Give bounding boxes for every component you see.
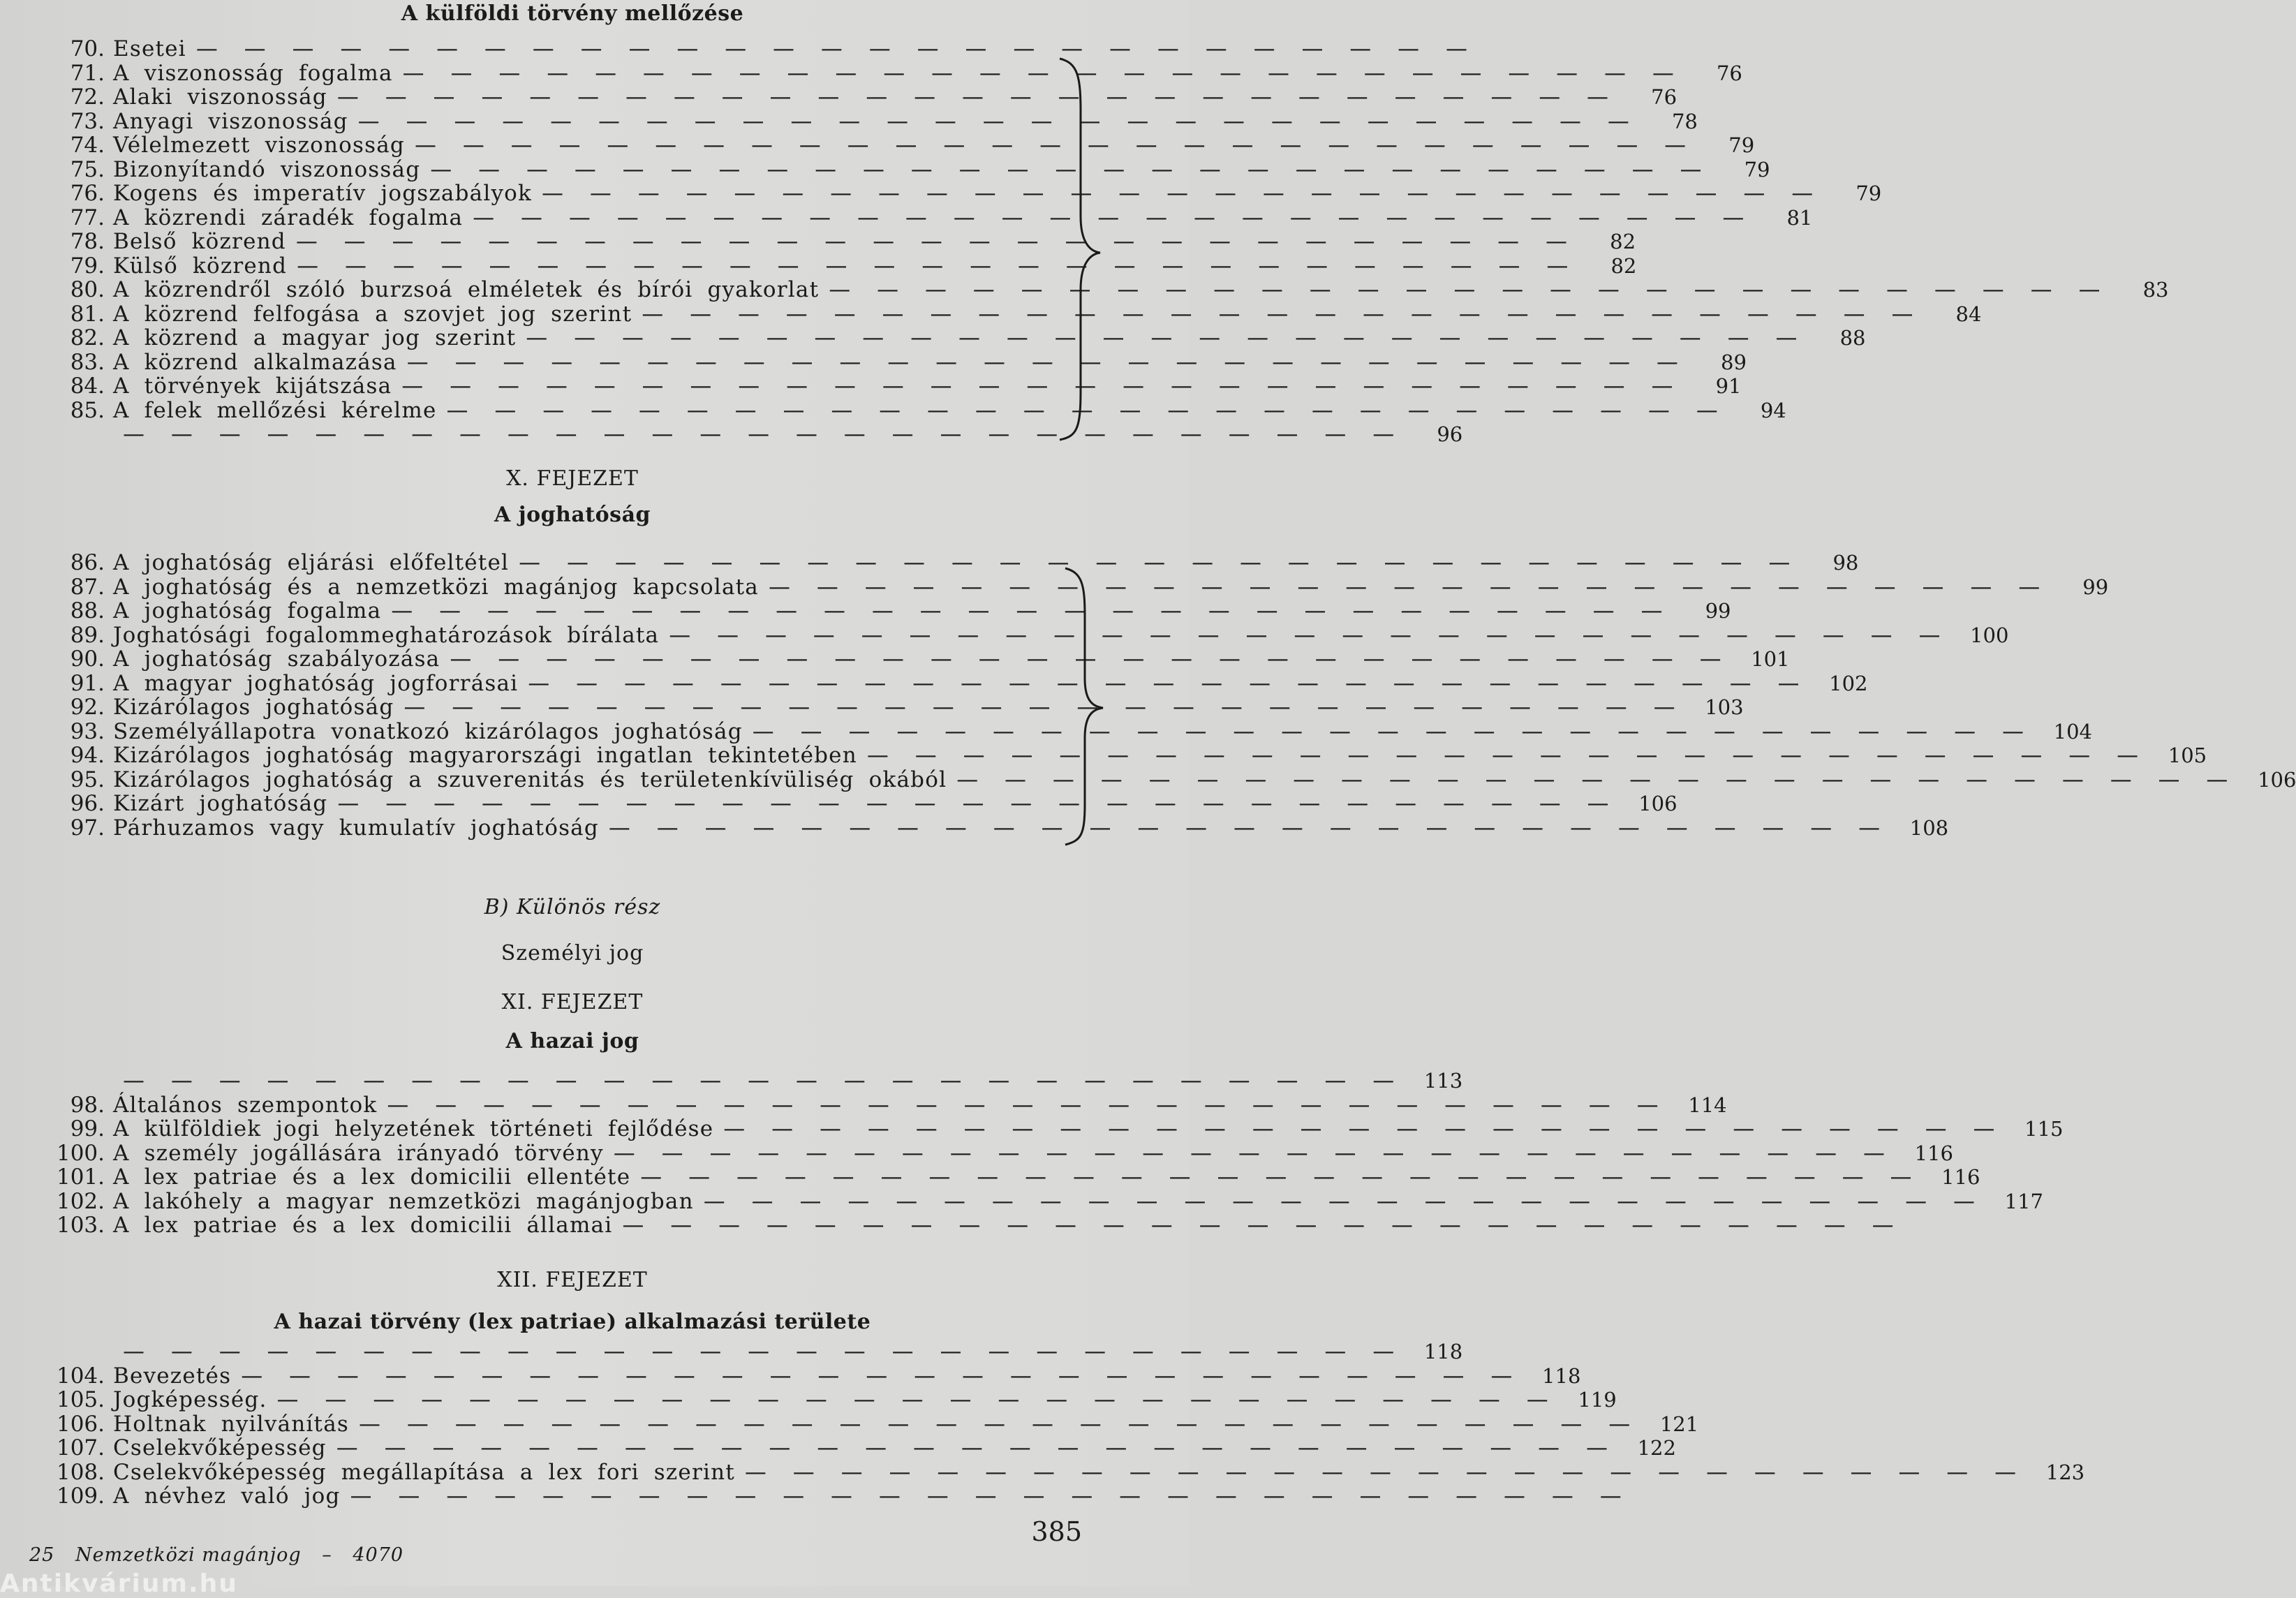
toc-entry-title: A viszonosság fogalma — [113, 60, 393, 86]
right-brace-1 — [1054, 56, 1110, 440]
toc-row — [35, 1339, 1463, 1364]
toc-row — [35, 1484, 1631, 1509]
footer-code: 4070 — [353, 1544, 404, 1566]
toc-entry-page: 101 — [1751, 647, 1790, 671]
toc-entry-number: 94. — [70, 743, 105, 768]
toc-entry-number: 72. — [70, 84, 105, 110]
toc-entry-page: 84 — [1955, 302, 1982, 326]
toc-entry-number: 104. — [56, 1363, 105, 1389]
toc-entry-number: 83. — [70, 349, 105, 375]
toc-row — [35, 108, 1698, 134]
toc-row — [35, 550, 1859, 575]
toc-row — [35, 36, 1478, 61]
toc-row — [35, 1116, 2064, 1141]
dash-leader: — — — — — — — — — — — — — — — — — — — — — — — — — — — — [866, 743, 2149, 768]
part-b-label: B) Különös rész — [484, 895, 661, 919]
toc-entry-number: 101. — [56, 1164, 105, 1190]
toc-entry-page: 117 — [2004, 1189, 2043, 1213]
dash-leader: — — — — — — — — — — — — — — — — — — — — — — — — — — — — [357, 108, 1639, 134]
toc-entry-title: A külföldiek jogi helyzetének történeti fejlődése — [113, 1116, 714, 1141]
toc-entry-title: Külső közrend — [113, 253, 288, 279]
dash-leader: — — — — — — — — — — — — — — — — — — — — — — — — — — — — [359, 1411, 1640, 1437]
toc-entry-title: A magyar joghatóság jogforrásai — [113, 670, 519, 696]
toc-chapter-10 — [35, 550, 2296, 841]
toc-row — [35, 767, 2296, 792]
toc-entry-page: 119 — [1578, 1388, 1617, 1412]
toc-entry-title: Kizárólagos joghatóság a szuverenitás és területenkívüliség okából — [113, 767, 947, 792]
dash-leader: — — — — — — — — — — — — — — — — — — — — — — — — — — — — [406, 349, 1688, 375]
dash-leader: — — — — — — — — — — — — — — — — — — — — — — — — — — — — [723, 1116, 2005, 1141]
toc-row — [35, 1411, 1699, 1437]
toc-row — [35, 349, 1747, 375]
toc-entry-page: 78 — [1671, 109, 1698, 133]
toc-entry-page: 81 — [1786, 205, 1813, 230]
toc-row — [35, 598, 1731, 623]
dash-leader: — — — — — — — — — — — — — — — — — — — — — — — — — — — — [613, 1140, 1895, 1166]
toc-row — [35, 718, 2092, 744]
toc-row — [35, 1213, 1904, 1238]
toc-entry-number: 107. — [56, 1435, 105, 1460]
toc-row — [35, 743, 2207, 768]
toc-entry-title: Kizárólagos joghatóság magyarországi ingatlan tekintetében — [113, 743, 857, 768]
toc-entry-page: 114 — [1688, 1093, 1727, 1117]
dash-leader: — — — — — — — — — — — — — — — — — — — — — — — — — — — — [336, 84, 1619, 110]
toc-entry-page: 116 — [1941, 1165, 1980, 1189]
chapter-12-label: XII. FEJEZET — [497, 1268, 648, 1292]
toc-entry-title: Esetei — [113, 36, 186, 61]
toc-entry-number: 98. — [70, 1092, 105, 1118]
toc-entry-number: 81. — [70, 301, 105, 327]
toc-row — [35, 695, 1744, 720]
dash-leader: — — — — — — — — — — — — — — — — — — — — — — — — — — — — [123, 1068, 1405, 1093]
toc-entry-page: 83 — [2142, 278, 2169, 302]
dash-leader: — — — — — — — — — — — — — — — — — — — — — — — — — — — — [752, 718, 2034, 744]
toc-entry-title: A törvények kijátszása — [113, 373, 392, 399]
section-title-foreign-law-exclusion: A külföldi törvény mellőzése — [401, 1, 744, 26]
toc-chapter-12 — [35, 1339, 2085, 1509]
toc-entry-number: 90. — [70, 646, 105, 672]
toc-entry-title: A lex patriae és a lex domicilii államai — [113, 1213, 613, 1238]
toc-entry-title: A joghatóság fogalma — [113, 598, 382, 623]
toc-row — [35, 1363, 1581, 1389]
toc-entry-title: Jogképesség. — [113, 1387, 267, 1412]
toc-row — [35, 181, 1882, 206]
dash-leader: — — — — — — — — — — — — — — — — — — — — — — — — — — — — [450, 646, 1731, 672]
dash-leader: — — — — — — — — — — — — — — — — — — — — — — — — — — — — [430, 156, 1712, 182]
toc-row — [35, 422, 1463, 447]
dash-leader: — — — — — — — — — — — — — — — — — — — — — — — — — — — — [542, 181, 1823, 206]
toc-entry-page: 116 — [1914, 1141, 1953, 1165]
toc-entry-number: 97. — [70, 815, 105, 841]
toc-row — [35, 253, 1637, 279]
toc-row — [35, 646, 1790, 672]
toc-entry-page: 121 — [1659, 1412, 1699, 1436]
toc-entry-number: 78. — [70, 229, 105, 254]
dash-leader: — — — — — — — — — — — — — — — — — — — — — — — — — — — — [414, 133, 1696, 158]
toc-entry-page: 76 — [1651, 85, 1677, 109]
dash-leader: — — — — — — — — — — — — — — — — — — — — — — — — — — — — [123, 1339, 1405, 1364]
toc-row — [35, 622, 2009, 648]
toc-entry-page: 79 — [1744, 157, 1770, 182]
toc-entry-number: 102. — [56, 1188, 105, 1214]
toc-row — [35, 84, 1677, 110]
footer-signature-line — [29, 1544, 417, 1566]
dash-leader: — — — — — — — — — — — — — — — — — — — — — — — — — — — — [403, 695, 1685, 720]
toc-entry-number: 77. — [70, 205, 105, 230]
toc-entry-page: 108 — [1909, 815, 1949, 840]
toc-entry-title: Cselekvőképesség — [113, 1435, 327, 1460]
toc-entry-number: 108. — [56, 1459, 105, 1485]
toc-entry-page: 94 — [1760, 398, 1786, 422]
chapter-12-title: A hazai törvény (lex patriae) alkalmazási területe — [274, 1310, 871, 1334]
toc-entry-number: 82. — [70, 325, 105, 350]
toc-entry-number: 109. — [56, 1484, 105, 1509]
chapter-11-title: A hazai jog — [505, 1029, 639, 1053]
toc-entry-page: 118 — [1542, 1363, 1581, 1388]
toc-entry-page: 102 — [1829, 671, 1868, 695]
toc-entry-page: 123 — [2045, 1460, 2085, 1484]
toc-entry-number: 96. — [70, 791, 105, 816]
dash-leader: — — — — — — — — — — — — — — — — — — — — — — — — — — — — [640, 1164, 1922, 1190]
toc-entry-title: Általános szempontok — [113, 1092, 378, 1118]
toc-entry-title: Joghatósági fogalommeghatározások bírálata — [113, 622, 660, 648]
toc-entry-title: Kogens és imperatív jogszabályok — [113, 181, 533, 206]
toc-entry-title: A közrend felfogása a szovjet jog szerint — [113, 301, 632, 327]
footer-signature: 25 — [29, 1544, 55, 1566]
toc-row — [35, 397, 1786, 423]
dash-leader: — — — — — — — — — — — — — — — — — — — — — — — — — — — — [337, 791, 1619, 816]
toc-entry-page: 98 — [1832, 551, 1859, 575]
toc-entry-page: 106 — [1638, 792, 1677, 815]
part-b-subtitle: Személyi jog — [501, 941, 644, 966]
toc-entry-title: Anyagi viszonosság — [113, 108, 348, 134]
toc-entry-page: 122 — [1637, 1436, 1676, 1460]
dash-leader: — — — — — — — — — — — — — — — — — — — — — — — — — — — — [744, 1459, 2027, 1485]
chapter-10-title: A joghatóság — [494, 503, 651, 527]
toc-entry-number: 88. — [70, 598, 105, 623]
toc-entry-title: A közrend a magyar jog szerint — [113, 325, 517, 350]
toc-entry-number: 75. — [70, 156, 105, 182]
toc-entry-number: 100. — [56, 1140, 105, 1166]
dash-leader: — — — — — — — — — — — — — — — — — — — — — — — — — — — — [473, 205, 1754, 230]
toc-entry-number: 80. — [70, 277, 105, 302]
toc-row — [35, 1164, 1980, 1190]
dash-leader: — — — — — — — — — — — — — — — — — — — — — — — — — — — — [297, 253, 1578, 279]
toc-entry-title: A közrend alkalmazása — [113, 349, 397, 375]
toc-entry-title: A felek mellőzési kérelme — [113, 397, 437, 423]
watermark: Antikvárium.hu — [0, 1569, 238, 1598]
dash-leader: — — — — — — — — — — — — — — — — — — — — — — — — — — — — [446, 397, 1728, 423]
toc-entry-title: A lakóhely a magyar nemzetközi magánjogban — [113, 1188, 694, 1214]
toc-entry-page: 79 — [1728, 133, 1755, 157]
toc-entry-page: 99 — [1705, 599, 1731, 623]
dash-leader: — — — — — — — — — — — — — — — — — — — — — — — — — — — — [519, 550, 1800, 575]
dash-leader: — — — — — — — — — — — — — — — — — — — — — — — — — — — — [336, 1435, 1617, 1460]
toc-entry-title: A közrendi záradék fogalma — [113, 205, 464, 230]
toc-entry-number: 105. — [56, 1387, 105, 1412]
toc-entry-number: 76. — [70, 181, 105, 206]
toc-entry-number: 74. — [70, 133, 105, 158]
dash-leader: — — — — — — — — — — — — — — — — — — — — — — — — — — — — [391, 598, 1673, 623]
toc-section-1 — [35, 36, 2169, 447]
toc-entry-page: 100 — [1970, 623, 2009, 647]
toc-row — [35, 205, 1813, 230]
toc-entry-page: 104 — [2053, 719, 2092, 743]
dash-leader: — — — — — — — — — — — — — — — — — — — — — — — — — — — — [387, 1092, 1668, 1118]
toc-entry-title: Holtnak nyilvánítás — [113, 1411, 349, 1437]
dash-leader: — — — — — — — — — — — — — — — — — — — — — — — — — — — — [768, 574, 2050, 600]
toc-entry-page: 103 — [1705, 695, 1744, 719]
toc-entry-title: A joghatóság és a nemzetközi magánjog kapcsolata — [113, 574, 759, 600]
dash-leader: — — — — — — — — — — — — — — — — — — — — — — — — — — — — [123, 422, 1405, 447]
toc-entry-page: 76 — [1716, 61, 1742, 85]
toc-entry-number: 99. — [70, 1116, 105, 1141]
toc-chapter-11 — [35, 1068, 2064, 1238]
toc-entry-number: 95. — [70, 767, 105, 792]
toc-row — [35, 60, 1742, 86]
toc-entry-number: 73. — [70, 108, 105, 134]
dash-leader: — — — — — — — — — — — — — — — — — — — — — — — — — — — — [295, 229, 1578, 254]
toc-entry-number: 103. — [56, 1213, 105, 1238]
toc-row — [35, 815, 1949, 841]
toc-entry-number: 87. — [70, 574, 105, 600]
toc-entry-title: Bizonyítandó viszonosság — [113, 156, 421, 182]
toc-entry-page: 88 — [1839, 326, 1866, 350]
dash-leader: — — — — — — — — — — — — — — — — — — — — — — — — — — — — [195, 36, 1478, 61]
toc-entry-number: 71. — [70, 60, 105, 86]
dash-leader: — — — — — — — — — — — — — — — — — — — — — — — — — — — — [401, 373, 1683, 399]
toc-entry-page: 115 — [2024, 1117, 2064, 1141]
toc-entry-number: 85. — [70, 397, 105, 423]
toc-entry-page: 91 — [1715, 374, 1742, 398]
toc-entry-number: 106. — [56, 1411, 105, 1437]
dash-leader: — — — — — — — — — — — — — — — — — — — — — — — — — — — — [528, 670, 1809, 696]
toc-entry-title: A személy jogállására irányadó törvény — [113, 1140, 604, 1166]
dash-leader: — — — — — — — — — — — — — — — — — — — — — — — — — — — — [350, 1484, 1631, 1509]
dash-leader: — — — — — — — — — — — — — — — — — — — — — — — — — — — — [622, 1213, 1904, 1238]
toc-row — [35, 670, 1868, 696]
toc-entry-page: 106 — [2258, 767, 2296, 792]
toc-row — [35, 133, 1755, 158]
toc-entry-title: A közrendről szóló burzsoá elméletek és bírói gyakorlat — [113, 277, 820, 302]
toc-row — [35, 1435, 1676, 1460]
dash-leader: — — — — — — — — — — — — — — — — — — — — — — — — — — — — [526, 325, 1807, 350]
dash-leader: — — — — — — — — — — — — — — — — — — — — — — — — — — — — [956, 767, 2238, 792]
toc-entry-page: 118 — [1423, 1340, 1463, 1363]
toc-entry-title: Kizárt joghatóság — [113, 791, 328, 816]
toc-row — [35, 277, 2169, 302]
toc-entry-page: 113 — [1423, 1069, 1463, 1093]
dash-leader: — — — — — — — — — — — — — — — — — — — — — — — — — — — — [642, 301, 1923, 327]
dash-leader: — — — — — — — — — — — — — — — — — — — — — — — — — — — — [669, 622, 1950, 648]
toc-entry-number: 89. — [70, 622, 105, 648]
toc-row — [35, 156, 1770, 182]
toc-row — [35, 229, 1636, 254]
toc-entry-title: Kizárólagos joghatóság — [113, 695, 394, 720]
toc-entry-number: 86. — [70, 550, 105, 575]
toc-entry-page: 79 — [1856, 182, 1882, 205]
toc-entry-page: 82 — [1610, 253, 1637, 278]
toc-entry-page: 99 — [2082, 575, 2109, 599]
toc-entry-number: 92. — [70, 695, 105, 720]
toc-entry-page: 89 — [1721, 350, 1747, 374]
toc-row — [35, 1140, 1953, 1166]
toc-entry-title: Alaki viszonosság — [113, 84, 327, 110]
toc-row — [35, 1068, 1463, 1093]
toc-entry-number: 93. — [70, 718, 105, 744]
chapter-11-label: XI. FEJEZET — [501, 990, 644, 1014]
toc-entry-title: A lex patriae és a lex domicilii ellentéte — [113, 1164, 631, 1190]
toc-entry-title: A joghatóság szabályozása — [113, 646, 440, 672]
toc-entry-number: 91. — [70, 670, 105, 696]
dash-leader: — — — — — — — — — — — — — — — — — — — — — — — — — — — — [703, 1188, 1985, 1214]
toc-entry-page: 82 — [1610, 230, 1636, 253]
right-brace-2 — [1061, 567, 1117, 846]
toc-row — [35, 574, 2109, 600]
toc-row — [35, 1459, 2085, 1485]
footer-book-title: Nemzetközi magánjog — [75, 1544, 302, 1566]
toc-entry-title: Párhuzamos vagy kumulatív joghatóság — [113, 815, 599, 841]
toc-row — [35, 1387, 1617, 1412]
toc-entry-title: A névhez való jog — [113, 1484, 341, 1509]
toc-entry-title: Cselekvőképesség megállapítása a lex fori szerint — [113, 1459, 735, 1485]
toc-entry-page: 105 — [2168, 743, 2207, 767]
toc-entry-title: Személyállapotra vonatkozó kizárólagos joghatóság — [113, 718, 743, 744]
toc-entry-number: 84. — [70, 373, 105, 399]
dash-leader: — — — — — — — — — — — — — — — — — — — — — — — — — — — — [276, 1387, 1558, 1412]
toc-row — [35, 791, 1677, 816]
toc-entry-title: A joghatóság eljárási előfeltétel — [113, 550, 510, 575]
toc-entry-page: 96 — [1437, 422, 1463, 446]
toc-entry-title: Belső közrend — [113, 229, 286, 254]
toc-row — [35, 325, 1866, 350]
toc-row — [35, 1092, 1727, 1118]
page-number: 385 — [1031, 1516, 1082, 1547]
toc-row — [35, 373, 1742, 399]
toc-row — [35, 1188, 2043, 1214]
chapter-10-label: X. FEJEZET — [506, 466, 639, 491]
dash-leader: — — — — — — — — — — — — — — — — — — — — — — — — — — — — [829, 277, 2110, 302]
toc-entry-number: 79. — [70, 253, 105, 279]
dash-leader: — — — — — — — — — — — — — — — — — — — — — — — — — — — — [241, 1363, 1523, 1389]
footer-dash: – — [322, 1544, 332, 1566]
toc-row — [35, 301, 1982, 327]
toc-entry-title: Vélelmezett viszonosság — [113, 133, 405, 158]
dash-leader: — — — — — — — — — — — — — — — — — — — — — — — — — — — — [608, 815, 1890, 841]
toc-entry-number: 70. — [70, 36, 105, 61]
dash-leader: — — — — — — — — — — — — — — — — — — — — — — — — — — — — [402, 60, 1684, 86]
toc-entry-title: Bevezetés — [113, 1363, 232, 1389]
